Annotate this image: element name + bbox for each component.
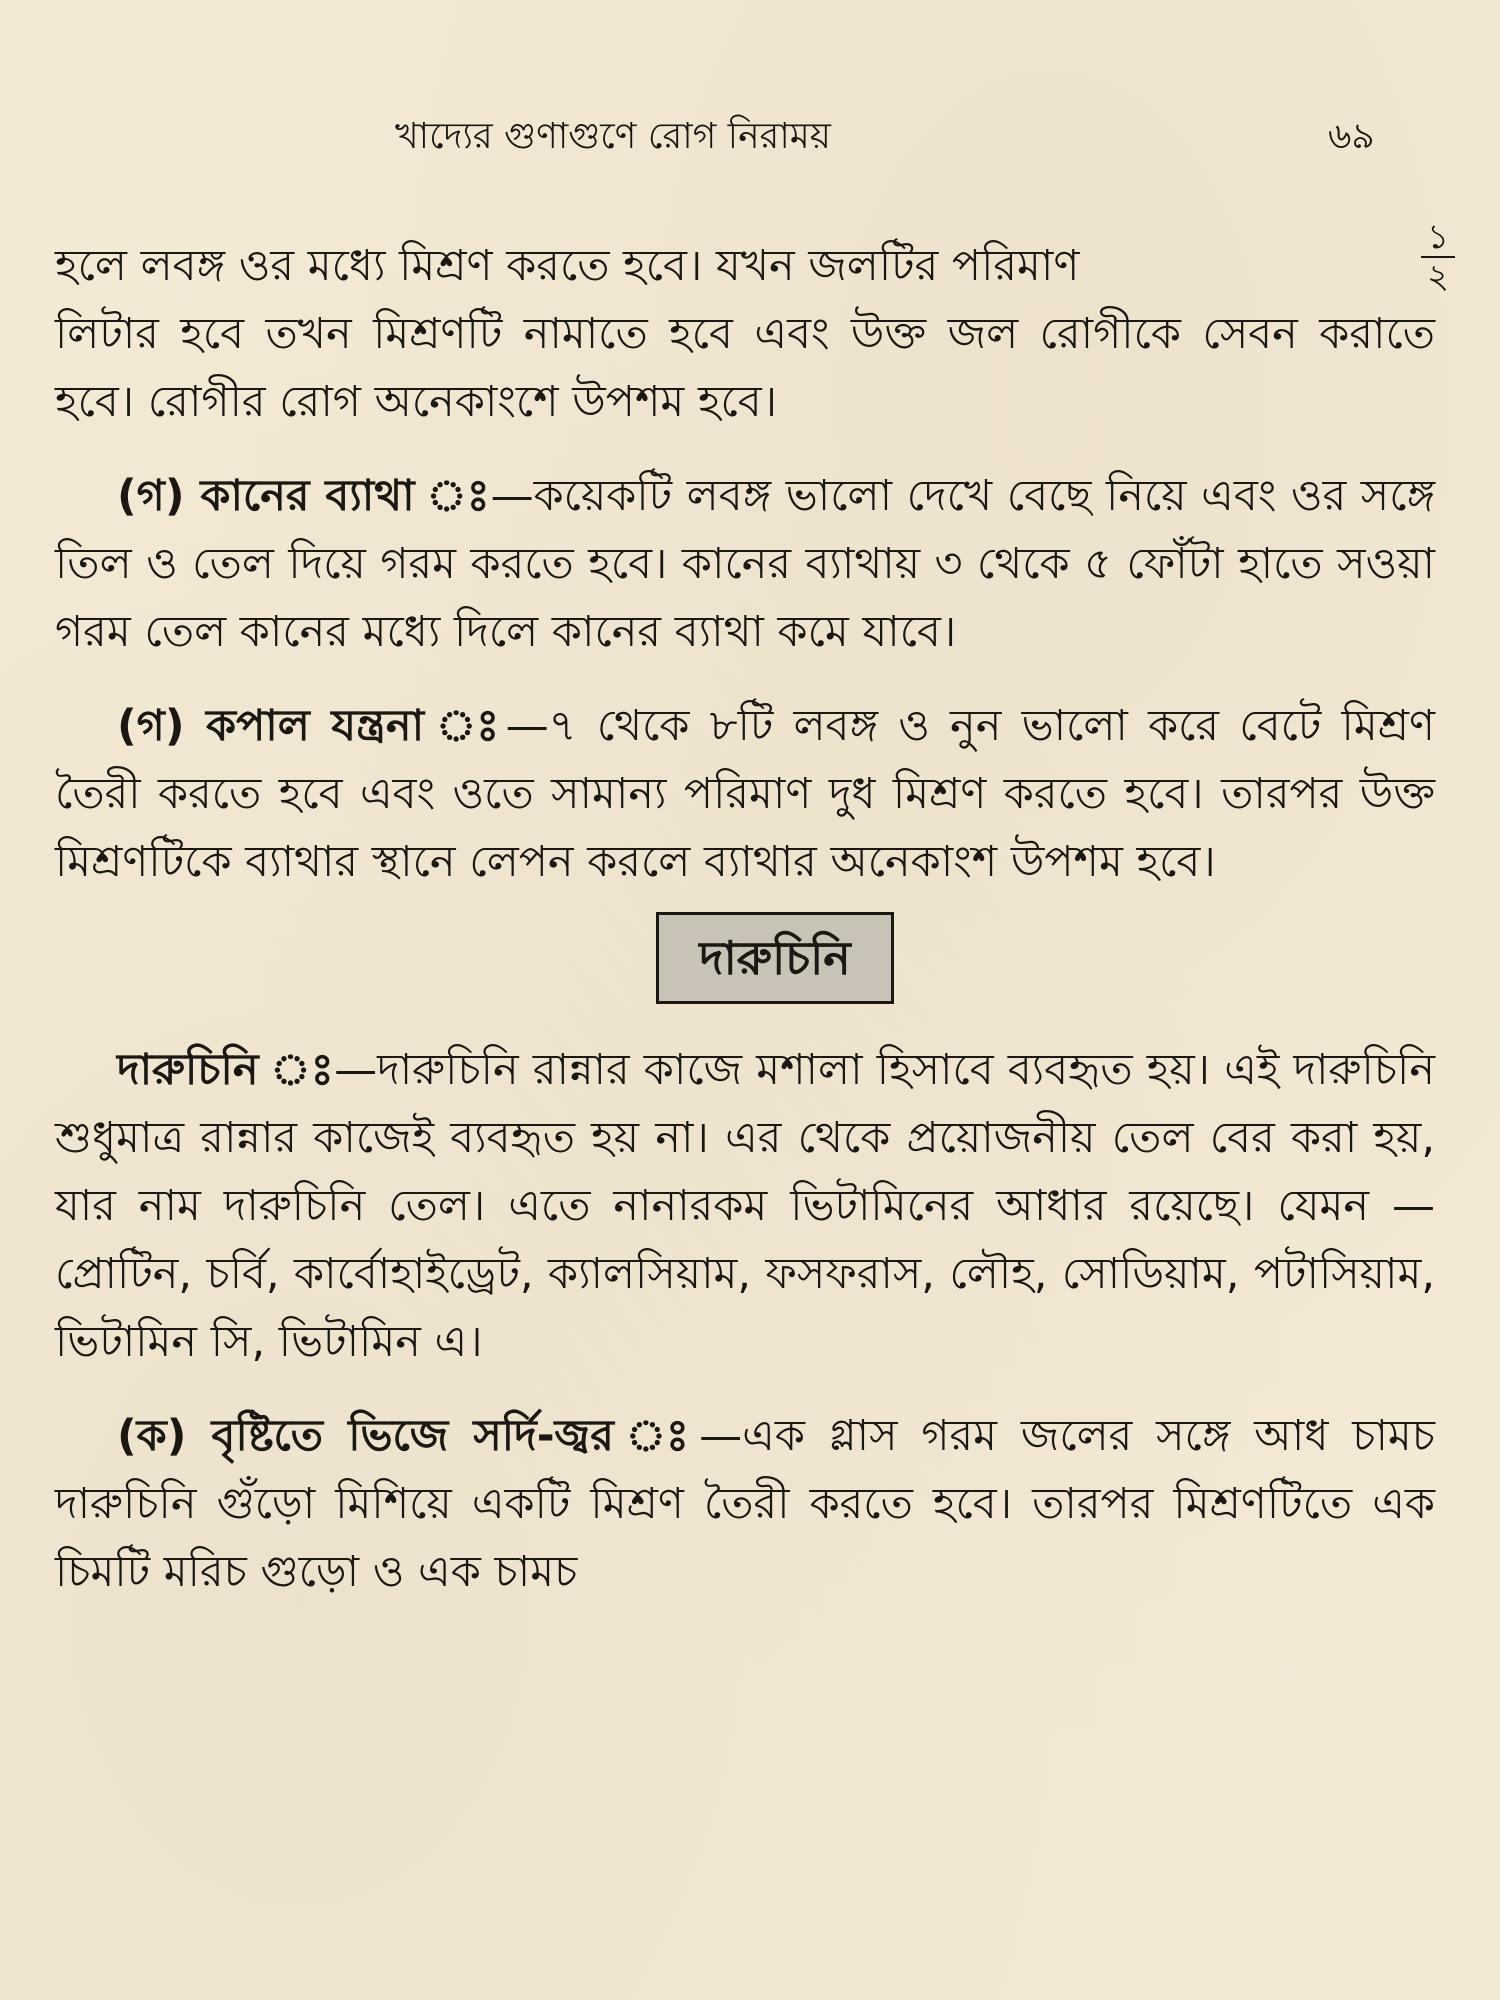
ear-pain-heading: (গ) কানের ব্যাথা ঃ [117,471,491,521]
section-title-wrap [55,896,1435,1036]
ear-pain-paragraph [55,462,1435,666]
paragraph-gap [55,436,1435,462]
paragraph-gap [55,666,1435,692]
cold-fever-heading: (ক) বৃষ্টিতে ভিজে সর্দি-জ্বর ঃ [117,1411,700,1461]
intro-text-before-fraction: হলে লবঙ্গ ওর মধ্যে মিশ্রণ করতে হবে। যখন জলটির পরিমাণ [55,241,1080,291]
cinnamon-text: —দারুচিনি রান্নার কাজে মশালা হিসাবে ব্যবহৃত হয়। এই দারুচিনি শুধুমাত্র রান্নার কাজেই ব্যবহৃত হয় না। এর থেকে প্রয়োজনীয় তেল বের করা হয়, যার নাম দারুচিনি তেল। এতে নানারকম ভিটামিনের আধার রয়েছে। যেমন —প্রোটিন, চর্বি, কার্বোহাইড্রেট, ক্যালসিয়াম, ফসফরাস, লৌহ, সোডিয়াম, পটাসিয়াম, ভিটামিন সি, ভিটামিন এ। [55,1045,1435,1367]
fraction-one-half [1421,218,1455,296]
headache-heading: (গ) কপাল যন্ত্রনা ঃ [117,701,506,751]
cold-fever-text: —এক গ্লাস গরম জলের সঙ্গে আধ চামচ দারুচিনি গুঁড়ো মিশিয়ে একটি মিশ্রণ তৈরী করতে হবে। তারপর মিশ্রণটিতে এক চিমটি মরিচ গুড়ো ও এক চামচ [55,1411,1435,1597]
intro-first-line [55,217,1450,300]
cinnamon-paragraph [55,1036,1435,1376]
intro-text-after-fraction: লিটার হবে তখন মিশ্রণটি নামাতে হবে এবং উক্ত জল রোগীকে সেবন করাতে হবে। রোগীর রোগ অনেকাংশে উপশম হবে। [55,309,1435,427]
running-header [0,112,1500,162]
paragraph-gap [55,1376,1435,1402]
headache-text: —৭ থেকে ৮টি লবঙ্গ ও নুন ভালো করে বেটে মিশ্রণ তৈরী করতে হবে এবং ওতে সামান্য পরিমাণ দুধ মিশ্রণ করতে হবে। তারপর উক্ত মিশ্রণটিকে ব্যাথার স্থানে লেপন করলে ব্যাথার অনেকাংশ উপশম হবে। [55,701,1435,887]
fraction-numerator: ১ [1421,218,1455,258]
running-title: খাদ্যের গুণাগুণে রোগ নিরাময় [395,116,831,157]
cold-fever-paragraph [55,1402,1435,1606]
cinnamon-heading: দারুচিনি ঃ [117,1045,335,1095]
page-number: ৬৯ [1328,116,1375,157]
intro-paragraph-continued [55,300,1435,436]
section-title-box: দারুচিনি [656,912,893,1004]
fraction-denominator: ২ [1426,257,1450,297]
ear-pain-text: —কয়েকটি লবঙ্গ ভালো দেখে বেছে নিয়ে এবং ওর সঙ্গে তিল ও তেল দিয়ে গরম করতে হবে। কানের ব্যাথায় ৩ থেকে ৫ ফোঁটা হাতে সওয়া গরম তেল কানের মধ্যে দিলে কানের ব্যাথা কমে যাবে। [55,471,1435,657]
intro-line-1 [55,232,1435,300]
headache-paragraph [55,692,1435,896]
body-text [55,217,1450,1606]
